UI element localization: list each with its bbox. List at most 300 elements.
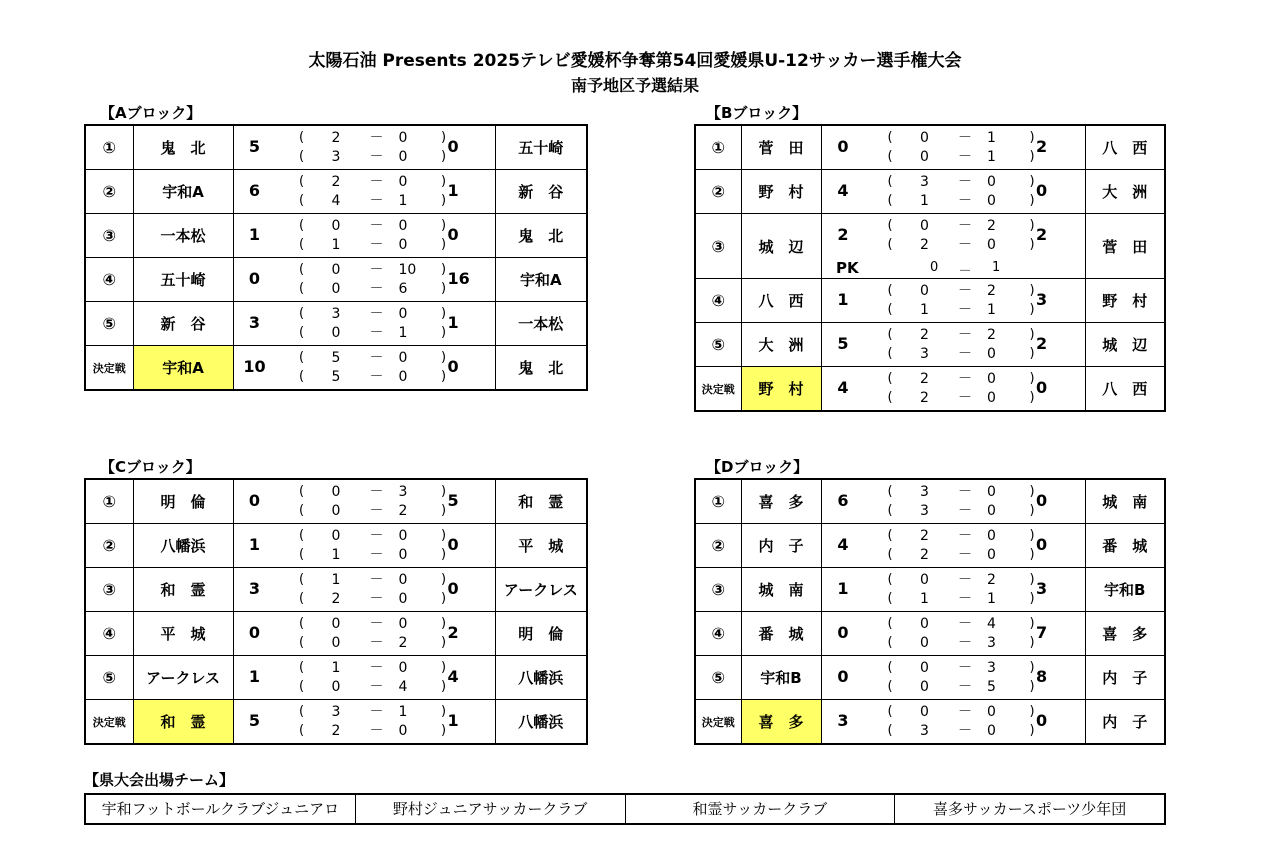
match-number: 決定戦 bbox=[85, 346, 133, 391]
home-team: 新 谷 bbox=[133, 302, 233, 346]
match-row bbox=[85, 346, 587, 391]
second-half-away: 0 bbox=[987, 503, 996, 519]
block-b-label: 【Bブロック】 bbox=[706, 104, 808, 122]
match-number: ④ bbox=[85, 258, 133, 302]
home-total-score: 1 bbox=[248, 225, 261, 244]
close-paren: ) bbox=[440, 369, 447, 384]
second-half-away: 1 bbox=[398, 193, 408, 209]
second-half-home: 2 bbox=[920, 547, 929, 563]
open-paren: ( bbox=[887, 327, 893, 342]
away-team: 内 子 bbox=[1085, 656, 1165, 700]
home-total-score: 5 bbox=[837, 334, 849, 353]
match-row bbox=[85, 258, 587, 302]
home-total-score: 0 bbox=[837, 667, 849, 686]
first-half-away: 2 bbox=[987, 572, 996, 588]
first-half-away: 10 bbox=[398, 262, 417, 278]
second-half-away: 0 bbox=[987, 390, 996, 406]
close-paren: ) bbox=[1029, 218, 1035, 233]
open-paren: ( bbox=[887, 547, 893, 562]
score-dash: － bbox=[369, 679, 384, 695]
second-half-home: 5 bbox=[331, 369, 341, 385]
first-half-away: 1 bbox=[987, 130, 996, 146]
away-team: 八 西 bbox=[1085, 367, 1165, 412]
match-row bbox=[695, 612, 1165, 656]
score-box bbox=[234, 480, 496, 523]
home-total-score: 3 bbox=[248, 579, 261, 598]
open-paren: ( bbox=[298, 306, 305, 321]
score-box bbox=[234, 568, 496, 611]
match-number: ⑤ bbox=[695, 656, 741, 700]
score-box bbox=[822, 279, 1084, 322]
home-team: 城 辺 bbox=[741, 214, 821, 279]
second-half-home: 0 bbox=[331, 679, 341, 695]
match-number: ① bbox=[85, 125, 133, 170]
open-paren: ( bbox=[887, 679, 893, 694]
score-cell bbox=[821, 568, 1085, 612]
home-total-score: 0 bbox=[248, 623, 261, 642]
score-cell bbox=[821, 367, 1085, 412]
home-total-score: 5 bbox=[248, 711, 261, 730]
close-paren: ) bbox=[1029, 503, 1035, 518]
close-paren: ) bbox=[1029, 572, 1035, 587]
open-paren: ( bbox=[887, 130, 893, 145]
score-dash: － bbox=[369, 193, 384, 209]
score-cell bbox=[233, 125, 495, 170]
score-cell bbox=[821, 279, 1085, 323]
home-team: 一本松 bbox=[133, 214, 233, 258]
open-paren: ( bbox=[298, 572, 305, 587]
second-half-away: 0 bbox=[398, 547, 408, 563]
home-team: 大 洲 bbox=[741, 323, 821, 367]
away-total-score: 3 bbox=[1036, 290, 1048, 309]
match-number: ④ bbox=[695, 279, 741, 323]
close-paren: ) bbox=[1029, 193, 1035, 208]
away-team: 新 谷 bbox=[495, 170, 587, 214]
score-dash: － bbox=[958, 327, 972, 343]
second-half-home: 0 bbox=[331, 325, 341, 341]
score-cell bbox=[821, 214, 1085, 279]
first-half-away: 3 bbox=[987, 660, 996, 676]
score-cell bbox=[821, 700, 1085, 745]
close-paren: ) bbox=[1029, 723, 1035, 738]
match-row bbox=[85, 568, 587, 612]
qualified-teams-bar bbox=[84, 793, 1166, 825]
first-half-home: 0 bbox=[920, 660, 929, 676]
away-team: 宇和B bbox=[1085, 568, 1165, 612]
home-total-score: 1 bbox=[248, 535, 261, 554]
close-paren: ) bbox=[1029, 302, 1035, 317]
close-paren: ) bbox=[1029, 327, 1035, 342]
away-team: 喜 多 bbox=[1085, 612, 1165, 656]
first-half-home: 2 bbox=[920, 327, 929, 343]
home-total-score: 1 bbox=[837, 290, 849, 309]
close-paren: ) bbox=[440, 616, 447, 631]
score-dash: － bbox=[369, 174, 384, 190]
away-team: 五十崎 bbox=[495, 125, 587, 170]
away-team: 平 城 bbox=[495, 524, 587, 568]
away-team: 野 村 bbox=[1085, 279, 1165, 323]
open-paren: ( bbox=[887, 346, 893, 361]
score-box bbox=[234, 126, 496, 169]
open-paren: ( bbox=[887, 528, 893, 543]
match-row bbox=[85, 170, 587, 214]
score-dash: － bbox=[369, 591, 384, 607]
second-half-home: 1 bbox=[331, 237, 341, 253]
home-total-score: 4 bbox=[837, 535, 849, 554]
open-paren: ( bbox=[298, 616, 305, 631]
first-half-home: 0 bbox=[331, 528, 341, 544]
match-number: ⑤ bbox=[695, 323, 741, 367]
close-paren: ) bbox=[1029, 591, 1035, 606]
match-row bbox=[85, 700, 587, 745]
score-dash: － bbox=[369, 262, 384, 278]
match-row bbox=[695, 170, 1165, 214]
open-paren: ( bbox=[298, 503, 305, 518]
home-total-score: 0 bbox=[837, 137, 849, 156]
page-subtitle: 南予地区予選結果 bbox=[570, 76, 699, 95]
second-half-away: 0 bbox=[987, 193, 996, 209]
score-dash: － bbox=[369, 237, 384, 253]
close-paren: ) bbox=[440, 325, 447, 340]
first-half-home: 1 bbox=[331, 660, 341, 676]
qualified-team: 和霊サッカークラブ bbox=[626, 795, 896, 823]
close-paren: ) bbox=[440, 306, 447, 321]
score-dash: － bbox=[369, 635, 384, 651]
open-paren: ( bbox=[298, 237, 305, 252]
score-box bbox=[822, 612, 1084, 655]
close-paren: ) bbox=[440, 484, 447, 499]
home-team: 内 子 bbox=[741, 524, 821, 568]
second-half-home: 2 bbox=[331, 723, 341, 739]
first-half-away: 0 bbox=[398, 218, 408, 234]
away-total-score: 1 bbox=[447, 711, 459, 730]
open-paren: ( bbox=[887, 660, 893, 675]
score-dash: － bbox=[958, 218, 972, 234]
home-total-score: 10 bbox=[243, 357, 266, 376]
score-cell bbox=[233, 170, 495, 214]
home-total-score: 0 bbox=[248, 269, 261, 288]
match-number: ③ bbox=[695, 568, 741, 612]
first-half-away: 0 bbox=[398, 174, 408, 190]
second-half-home: 3 bbox=[920, 723, 929, 739]
second-half-away: 0 bbox=[398, 591, 408, 607]
away-team: 一本松 bbox=[495, 302, 587, 346]
first-half-away: 0 bbox=[398, 616, 408, 632]
first-half-away: 3 bbox=[398, 484, 408, 500]
second-half-away: 2 bbox=[398, 635, 408, 651]
close-paren: ) bbox=[440, 528, 447, 543]
away-total-score: 1 bbox=[447, 181, 459, 200]
first-half-home: 0 bbox=[920, 704, 929, 720]
match-number: ① bbox=[695, 479, 741, 524]
first-half-away: 0 bbox=[987, 528, 996, 544]
open-paren: ( bbox=[298, 679, 305, 694]
score-dash: － bbox=[369, 306, 384, 322]
open-paren: ( bbox=[298, 193, 305, 208]
score-box bbox=[234, 524, 496, 567]
first-half-home: 2 bbox=[331, 174, 341, 190]
match-row bbox=[85, 524, 587, 568]
second-half-home: 4 bbox=[331, 193, 341, 209]
score-cell bbox=[821, 612, 1085, 656]
score-dash: － bbox=[958, 528, 972, 544]
first-half-home: 0 bbox=[331, 218, 341, 234]
away-total-score: 0 bbox=[447, 137, 459, 156]
score-dash: － bbox=[958, 193, 972, 209]
score-dash: － bbox=[958, 591, 972, 607]
first-half-away: 2 bbox=[987, 218, 996, 234]
open-paren: ( bbox=[887, 193, 893, 208]
close-paren: ) bbox=[1029, 371, 1035, 386]
away-team: 鬼 北 bbox=[495, 214, 587, 258]
score-dash: － bbox=[369, 369, 384, 385]
second-half-home: 2 bbox=[331, 591, 341, 607]
home-total-score: 1 bbox=[837, 579, 849, 598]
match-row bbox=[695, 524, 1165, 568]
first-half-home: 0 bbox=[331, 484, 341, 500]
score-dash: － bbox=[369, 723, 384, 739]
close-paren: ) bbox=[440, 591, 447, 606]
home-team: 宇和A bbox=[133, 170, 233, 214]
away-total-score: 0 bbox=[447, 579, 459, 598]
open-paren: ( bbox=[887, 390, 893, 405]
open-paren: ( bbox=[887, 174, 893, 189]
away-team: 番 城 bbox=[1085, 524, 1165, 568]
second-half-away: 5 bbox=[987, 679, 996, 695]
home-team: 野 村 bbox=[741, 170, 821, 214]
open-paren: ( bbox=[887, 371, 893, 386]
score-dash: － bbox=[369, 218, 384, 234]
away-total-score: 2 bbox=[1036, 334, 1048, 353]
home-team: 宇和B bbox=[741, 656, 821, 700]
score-cell bbox=[821, 170, 1085, 214]
home-total-score: 4 bbox=[837, 378, 849, 397]
home-team: 喜 多 bbox=[741, 479, 821, 524]
away-total-score: 2 bbox=[1036, 137, 1048, 156]
away-team: 八幡浜 bbox=[495, 656, 587, 700]
close-paren: ) bbox=[440, 262, 447, 277]
score-box bbox=[234, 170, 496, 213]
away-team: アークレス bbox=[495, 568, 587, 612]
first-half-home: 0 bbox=[331, 616, 341, 632]
home-team: 菅 田 bbox=[741, 125, 821, 170]
first-half-home: 5 bbox=[331, 350, 341, 366]
away-team: 菅 田 bbox=[1085, 214, 1165, 279]
second-half-away: 1 bbox=[398, 325, 408, 341]
score-box bbox=[234, 214, 496, 257]
score-dash: － bbox=[958, 390, 972, 406]
score-box bbox=[234, 258, 496, 301]
second-half-home: 0 bbox=[920, 149, 929, 165]
close-paren: ) bbox=[440, 723, 447, 738]
qualified-team: 野村ジュニアサッカークラブ bbox=[356, 795, 626, 823]
first-half-away: 0 bbox=[987, 371, 996, 387]
home-team: 八 西 bbox=[741, 279, 821, 323]
score-box bbox=[822, 323, 1084, 366]
match-row bbox=[85, 612, 587, 656]
away-total-score: 2 bbox=[447, 623, 459, 642]
qualified-team: 宇和フットボールクラブジュニアロ bbox=[86, 795, 356, 823]
home-team: アークレス bbox=[133, 656, 233, 700]
close-paren: ) bbox=[1029, 390, 1035, 405]
second-half-home: 1 bbox=[920, 193, 929, 209]
close-paren: ) bbox=[440, 679, 447, 694]
second-half-home: 0 bbox=[331, 281, 341, 297]
home-team: 番 城 bbox=[741, 612, 821, 656]
match-row bbox=[695, 700, 1165, 745]
match-row bbox=[695, 656, 1165, 700]
match-number: ① bbox=[695, 125, 741, 170]
score-dash: － bbox=[958, 723, 972, 739]
second-half-home: 3 bbox=[331, 149, 341, 165]
score-box bbox=[234, 656, 496, 699]
open-paren: ( bbox=[887, 704, 893, 719]
score-box bbox=[822, 568, 1084, 611]
page-title: 太陽石油 Presents 2025テレビ愛媛杯争奪第54回愛媛県U-12サッカー選手権大会 bbox=[308, 51, 962, 71]
block-d-label: 【Dブロック】 bbox=[706, 458, 809, 476]
home-total-score: 3 bbox=[837, 711, 849, 730]
second-half-home: 0 bbox=[331, 635, 341, 651]
match-number: 決定戦 bbox=[695, 700, 741, 745]
home-team: 城 南 bbox=[741, 568, 821, 612]
second-half-home: 3 bbox=[920, 503, 929, 519]
second-half-away: 6 bbox=[398, 281, 408, 297]
open-paren: ( bbox=[298, 218, 305, 233]
score-dash: － bbox=[958, 174, 972, 190]
score-cell bbox=[233, 568, 495, 612]
away-total-score: 1 bbox=[447, 313, 459, 332]
pk-away-score: 1 bbox=[992, 260, 1001, 275]
away-team: 和 霊 bbox=[495, 479, 587, 524]
close-paren: ) bbox=[1029, 283, 1035, 298]
close-paren: ) bbox=[1029, 174, 1035, 189]
away-team: 大 洲 bbox=[1085, 170, 1165, 214]
score-box bbox=[822, 126, 1084, 169]
home-team: 野 村 bbox=[741, 367, 821, 412]
match-number: ④ bbox=[85, 612, 133, 656]
score-cell bbox=[233, 700, 495, 745]
score-dash: － bbox=[958, 547, 972, 563]
open-paren: ( bbox=[298, 174, 305, 189]
away-team: 城 辺 bbox=[1085, 323, 1165, 367]
match-row bbox=[695, 479, 1165, 524]
score-dash: － bbox=[369, 149, 384, 165]
first-half-home: 0 bbox=[920, 218, 929, 234]
open-paren: ( bbox=[298, 262, 305, 277]
score-dash: － bbox=[369, 130, 384, 146]
first-half-home: 0 bbox=[920, 283, 929, 299]
score-box bbox=[822, 170, 1084, 213]
away-total-score: 0 bbox=[447, 225, 459, 244]
away-total-score: 0 bbox=[1036, 491, 1048, 510]
away-total-score: 0 bbox=[447, 535, 459, 554]
away-total-score: 2 bbox=[1036, 225, 1048, 244]
home-total-score: 3 bbox=[248, 313, 261, 332]
score-cell bbox=[233, 479, 495, 524]
away-team: 宇和A bbox=[495, 258, 587, 302]
match-row bbox=[695, 279, 1165, 323]
first-half-away: 2 bbox=[987, 283, 996, 299]
score-box bbox=[822, 214, 1084, 278]
first-half-home: 2 bbox=[920, 371, 929, 387]
second-half-away: 0 bbox=[398, 149, 408, 165]
open-paren: ( bbox=[887, 149, 893, 164]
home-total-score: 0 bbox=[837, 623, 849, 642]
match-number: ② bbox=[85, 524, 133, 568]
block-a-table bbox=[84, 124, 588, 391]
close-paren: ) bbox=[440, 547, 447, 562]
second-half-away: 0 bbox=[987, 547, 996, 563]
score-dash: － bbox=[958, 616, 972, 632]
second-half-home: 0 bbox=[920, 679, 929, 695]
second-half-away: 2 bbox=[398, 503, 408, 519]
close-paren: ) bbox=[1029, 660, 1035, 675]
open-paren: ( bbox=[887, 237, 893, 252]
first-half-home: 1 bbox=[331, 572, 341, 588]
second-half-home: 0 bbox=[920, 635, 929, 651]
open-paren: ( bbox=[298, 130, 305, 145]
score-box bbox=[234, 612, 496, 655]
score-cell bbox=[821, 524, 1085, 568]
match-row bbox=[695, 125, 1165, 170]
score-dash: － bbox=[369, 572, 384, 588]
second-half-away: 0 bbox=[987, 346, 996, 362]
match-number: ② bbox=[695, 170, 741, 214]
close-paren: ) bbox=[440, 503, 447, 518]
open-paren: ( bbox=[298, 547, 305, 562]
away-total-score: 7 bbox=[1036, 623, 1048, 642]
away-total-score: 8 bbox=[1036, 667, 1048, 686]
close-paren: ) bbox=[1029, 237, 1035, 252]
close-paren: ) bbox=[1029, 484, 1035, 499]
home-total-score: 6 bbox=[837, 491, 849, 510]
open-paren: ( bbox=[298, 149, 305, 164]
open-paren: ( bbox=[298, 484, 305, 499]
score-dash: － bbox=[958, 302, 972, 318]
second-half-away: 4 bbox=[398, 679, 408, 695]
second-half-away: 0 bbox=[398, 237, 408, 253]
score-dash: － bbox=[958, 503, 972, 519]
away-total-score: 4 bbox=[447, 667, 459, 686]
match-row bbox=[85, 125, 587, 170]
first-half-home: 3 bbox=[920, 484, 929, 500]
close-paren: ) bbox=[1029, 616, 1035, 631]
close-paren: ) bbox=[1029, 547, 1035, 562]
block-b-table bbox=[694, 124, 1166, 412]
score-dash: － bbox=[958, 704, 972, 720]
home-team: 宇和A bbox=[133, 346, 233, 391]
second-half-home: 3 bbox=[920, 346, 929, 362]
score-cell bbox=[821, 125, 1085, 170]
home-total-score: 6 bbox=[248, 181, 261, 200]
match-number: ② bbox=[85, 170, 133, 214]
close-paren: ) bbox=[440, 660, 447, 675]
block-d-table bbox=[694, 478, 1166, 745]
pk-label: PK bbox=[836, 259, 859, 277]
first-half-away: 0 bbox=[398, 130, 408, 146]
score-cell bbox=[821, 323, 1085, 367]
score-box bbox=[234, 302, 496, 345]
away-total-score: 5 bbox=[447, 491, 459, 510]
open-paren: ( bbox=[298, 723, 305, 738]
open-paren: ( bbox=[887, 503, 893, 518]
match-number: ① bbox=[85, 479, 133, 524]
score-cell bbox=[233, 302, 495, 346]
score-cell bbox=[233, 258, 495, 302]
first-half-home: 0 bbox=[920, 130, 929, 146]
away-team: 城 南 bbox=[1085, 479, 1165, 524]
open-paren: ( bbox=[887, 283, 893, 298]
